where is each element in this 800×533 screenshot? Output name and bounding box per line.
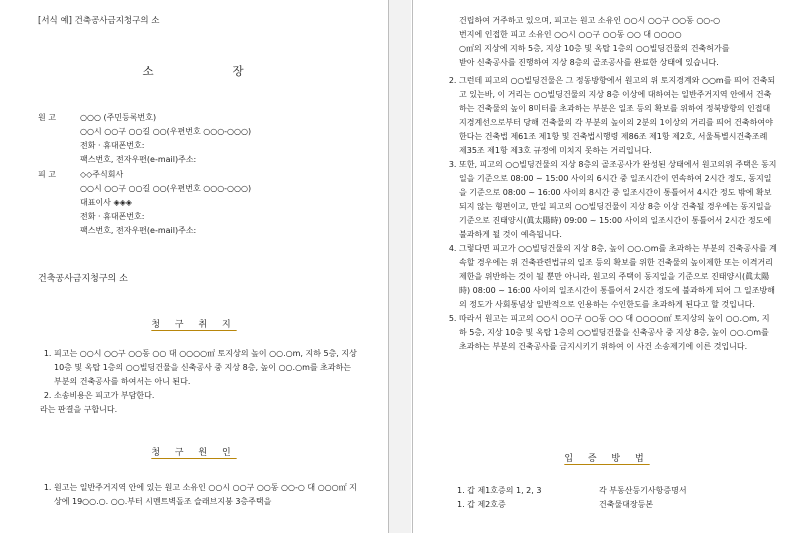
reason-item: 1. 원고는 일반주거지역 안에 있는 원고 소유인 ○○시 ○○구 ○○동 ○○-○ 대 ○○○㎡ 지상에 19○○.○. ○○.부터 시멘트벽돌조 슬래브지붕 3층주택을 [54, 481, 358, 509]
claim-item: 1. 피고는 ○○시 ○○구 ○○동 ○○ 대 ○○○○㎡ 토지상의 높이 ○○.○m, 지하 5층, 지상 10층 및 옥탑 1층의 ○○빌딩건물을 신축공사 중 지상 8층, 높이 ○○.○m를 초과하는 부분의 건축공사를 하여서는 아니 된다. [54, 347, 358, 389]
plaintiff-fax-email: 팩스번호, 전자우편(e-mail)주소: [80, 155, 197, 164]
defendant-representative: 대표이사 ◈◈◈ [80, 198, 132, 207]
continuation-line: 건립하여 거주하고 있으며, 피고는 원고 소유인 ○○시 ○○구 ○○동 ○○-○ [459, 16, 721, 25]
plaintiff-phone: 전화 · 휴대폰번호: [80, 141, 145, 150]
evidence-description: 건축물대장등본 [599, 500, 654, 509]
claim-tail: 라는 판결을 구합니다. [40, 405, 118, 414]
evidence-number: 1. 갑 제2호증 [457, 500, 506, 509]
reason-item: 5. 따라서 원고는 피고의 ○○시 ○○구 ○○동 ○○ 대 ○○○○㎡ 토지상의 높이 ○○.○m, 지하 5층, 지상 10층 및 옥탑 1층의 ○○빌딩건물을 신축공사 중 지상 8층, 높이 ○○.○m를 초과하는 부분의 건축공사를 금지시키기 위하여 이 사건 소송제기에 이른 것입니다. [459, 312, 777, 354]
reason-item: 2. 그런데 피고의 ○○빌딩건물은 그 정동방향에서 원고의 위 토지경계와 ○○m를 띄어 건축되고 있는바, 이 거리는 ○○빌딩건물의 지상 8층 이상에 대하여는 일반주거지역 안에서 건축하는 건축물의 높이 8미터를 초과하는 부분은 일조 등의 확보를 위하여 정북방향의 인접대지경계선으로부터 당해 건축물의 각 부분의 높이의 2분의 1이상의 거리를 띄어 건축하여야 한다는 건축법 제61조 제1항 및 건축법시행령 제86조 제1항 제2호, 서울특별시건축조례 제35조 제1항 제3호 규정에 미치지 못하는 거리입니다. [459, 74, 777, 158]
continuation-line: ○㎡의 지상에 지하 5층, 지상 10층 및 옥탑 1층의 ○○빌딩건물의 건축허가를 [459, 44, 730, 53]
defendant-role: 피 고 [38, 170, 56, 179]
evidence-description: 각 부동산등기사항증명서 [599, 486, 687, 495]
continuation-line: 받아 신축공사를 진행하여 지상 8층의 골조공사를 완료한 상태에 있습니다. [459, 58, 719, 67]
claim-item: 2. 소송비용은 피고가 부담한다. [54, 389, 358, 403]
reason-list-start [40, 481, 358, 509]
title-char: 장 [232, 64, 246, 78]
claim-list [40, 347, 358, 417]
plaintiff-block [38, 111, 251, 167]
document-title [0, 64, 388, 78]
plaintiff-name: ○○○ (주민등록번호) [80, 113, 157, 122]
reason-item: 4. 그렇다면 피고가 ○○빌딩건물의 지상 8층, 높이 ○○.○m를 초과하는 부분의 건축공사를 계속할 경우에는 위 건축관련법규의 일조 등의 확보를 위한 건축물의 높이제한 또는 이격거리제한을 위반하는 것이 될 뿐만 아니라, 원고의 주택이 동지일을 기준으로 진태양시(眞太陽時) 08:00 ~ 16:00 사이의 일조시간이 통틀어서 2시간 정도에 불과하게 되어 그 일조방해의 정도가 사회통념상 일반적으로 인용하는 수인한도를 초과하게 된다고 할 것입니다. [459, 242, 777, 312]
evidence-heading: 입 증 방 법 [564, 454, 650, 464]
plaintiff-role: 원 고 [38, 113, 56, 122]
defendant-phone: 전화 · 휴대폰번호: [80, 212, 145, 221]
document-page-right [412, 0, 800, 533]
defendant-block [38, 168, 251, 238]
case-heading: 건축공사금지청구의 소 [38, 274, 128, 284]
plaintiff-address: ○○시 ○○구 ○○길 ○○(우편번호 ○○○-○○○) [80, 127, 252, 136]
title-char: 소 [142, 64, 156, 78]
page-gutter [389, 0, 411, 533]
reason-list [445, 74, 777, 354]
continuation-line: 번지에 인접한 피고 소유인 ○○시 ○○구 ○○동 ○○ 대 ○○○○ [459, 30, 682, 39]
reason-item: 3. 또한, 피고의 ○○빌딩건물의 지상 8층의 골조공사가 완성된 상태에서 원고의위 주택은 동지일을 기준으로 08:00 ~ 15:00 사이의 6시간 중 일조시간이 연속하여 2시간 정도, 동지일을 기준으로 08:00 ~ 16:00 사이의 8시간 중 일조시간이 통틀어서 4시간 정도 밖에 확보되지 않는 형편이고, 만일 피고의 ○○빌딩건물이 지상 8층 이상 건축될 경우에는 동지일을 기준으로 진태양시(眞太陽時) 09:00 ~ 15:00 사이의 일조시간이 통틀어서 2시간 정도에 불과하게 될 것이 예측됩니다. [459, 158, 777, 242]
claim-purpose-heading: 청 구 취 지 [151, 320, 237, 330]
reason-continuation [459, 14, 777, 70]
defendant-address: ○○시 ○○구 ○○길 ○○(우편번호 ○○○-○○○) [80, 184, 252, 193]
evidence-number: 1. 갑 제1호증의 1, 2, 3 [457, 486, 542, 495]
defendant-name: ◇◇주식회사 [80, 170, 124, 179]
document-page-left [0, 0, 389, 533]
form-header: [서식 예] 건축공사금지청구의 소 [38, 16, 160, 26]
claim-reason-heading: 청 구 원 인 [151, 448, 237, 458]
defendant-fax-email: 팩스번호, 전자우편(e-mail)주소: [80, 226, 197, 235]
